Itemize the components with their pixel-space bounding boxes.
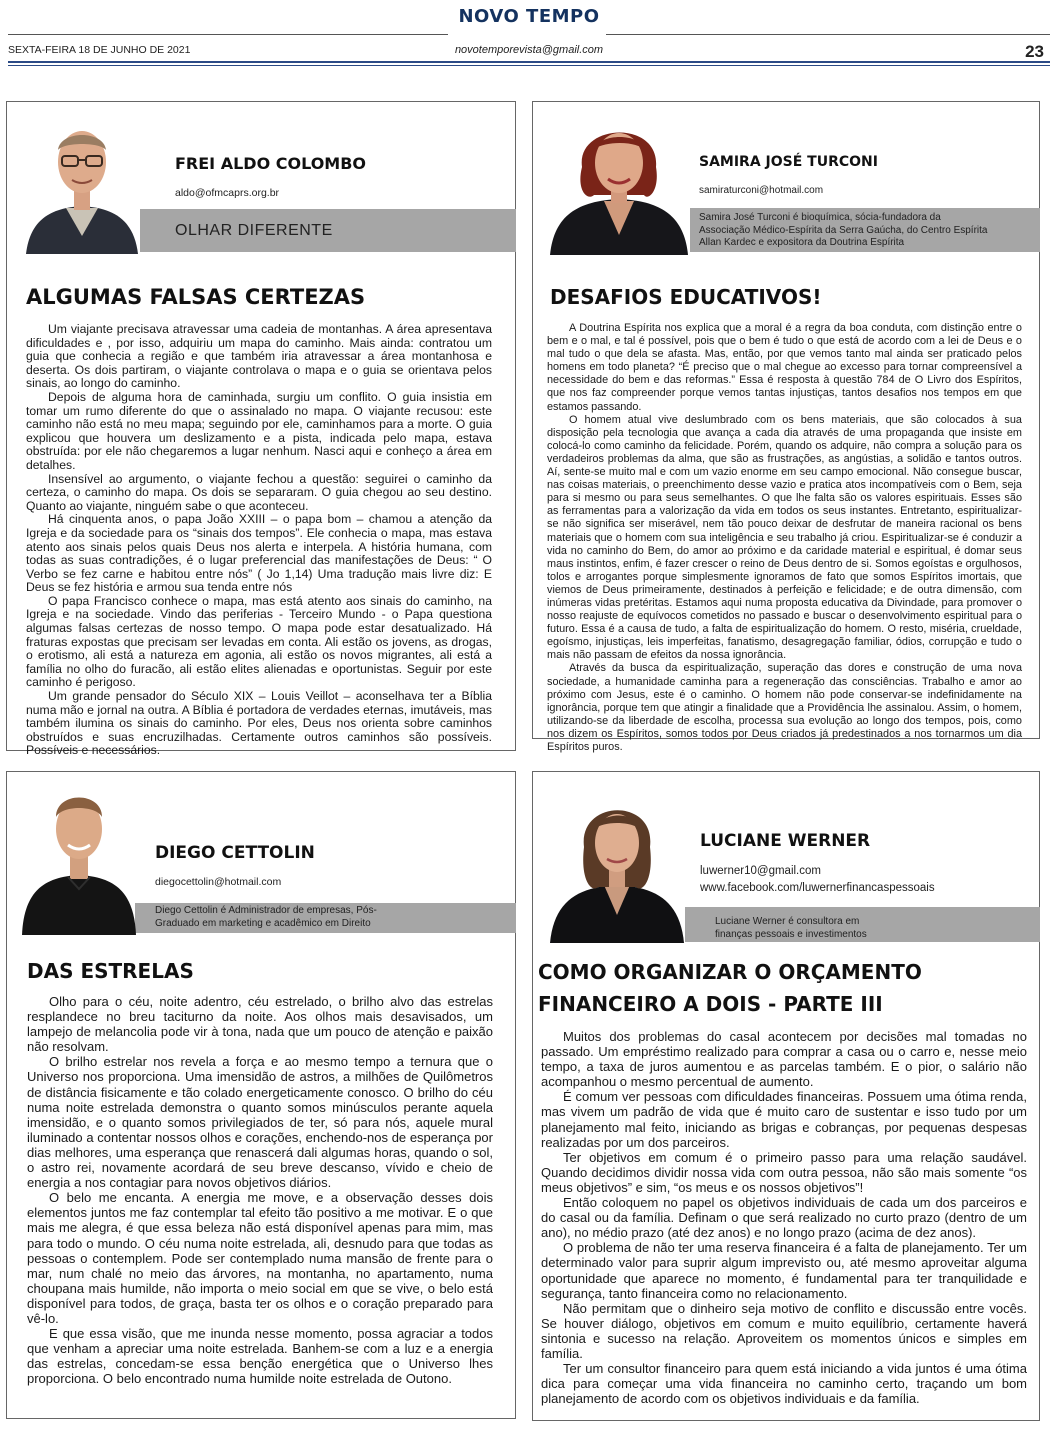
paragraph: O problema de não ter uma reserva financeira é a falta de planejamento. Ter um determinado valor para suprir algum imprevisto ou, até mesmo aproveitar alguma oportunidade que aparece no momento, é fundamental para ter tranquilidade e segurança, tanto financeira como no relacionamento. [541,1240,1027,1301]
paragraph: É comum ver pessoas com dificuldades financeiras. Possuem uma ótima renda, mas vivem um padrão de vida que é muito caro de sustentar e isso tudo por um planejamento mal feito, iniciando as brigas e cobranças, por pequenas despesas realizadas por um dos parceiros. [541,1089,1027,1150]
paragraph: O papa Francisco conhece o mapa, mas está atento aos sinais do caminho, na Igreja e na sociedade. Vindo das periferias - Terceiro Mundo - o Papa questiona algumas falsas certezas de nosso tempo. O mapa pode estar desatualizado. Há fraturas expostas que precisam ser levadas em conta. Ali estão os jovens, as drogas, o erotismo, ali está a natureza em agonia, ali estão os novos migrantes, ali está a família no olho do furacão, ali estão elites alienadas e oportunistas. Seguir por este caminho é perigoso. [26,593,492,690]
paragraph: Depois de alguma hora de caminhada, surgiu um conflito. O guia insistia em tomar um rumo diferente do que o assinalado no mapa. O viajante recusou: este caminho não está no meu mapa; seguindo por ele, caminhamos para a morte. O guia explicou que houvera um deslizamento e a pista, indicada pelo mapa, estava obstruída: por ele não chegaremos a lugar nenhum. Nasci aqui e conheço a área em detalhes. [26,389,492,472]
article-body [27,994,493,1386]
author-name: FREI ALDO COLOMBO [175,154,367,173]
paragraph: Não permitam que o dinheiro seja motivo de conflito e discussão entre vocês. Se houver diálogo, objetivos em comum e muito equilíbrio, certamente haverá sintonia e sucesso na relação. Aproveitem os momentos únicos e simples em família. [541,1300,1027,1361]
article-body [547,322,1022,754]
paragraph: Então coloquem no papel os objetivos individuais de cada um dos parceiros e do casal ou da família. Definam o que será realizado no curto prazo (dentro de um ano), no médio prazo (até dez anos) e no longo prazo (acima de dez anos). [541,1195,1027,1241]
masthead-divider-thin [8,65,1050,66]
article-body [26,323,492,758]
author-email[interactable]: diegocettolin@hotmail.com [155,876,282,888]
author-name: LUCIANE WERNER [700,831,871,851]
author-website[interactable]: www.facebook.com/luwernerfinancaspessoais [700,882,935,894]
paragraph: Ter objetivos em comum é o primeiro passo para uma relação saudável. Quando decidimos dividir nossa vida com outra pessoa, não são mais somente “os meus objetivos” e sim, “os meus e os nossos objetivos”! [541,1149,1027,1195]
author-bio: Diego Cettolin é Administrador de empresas, Pós-Graduado em marketing e acadêmico em Direito [155,905,377,929]
headline: DESAFIOS EDUCATIVOS! [550,285,822,309]
paragraph: O brilho estrelar nos revela a força e ao mesmo tempo a ternura que o Universo nos proporciona. Uma imensidão de astros, a milhões de Quilômetros de distância fisicamente e tão colado energeticamente conosco. O brilho do céu numa noite estrelada demonstra o quanto somos minúsculos perante aquela imensidão, e o quanto somos privilegiados de ter, só para nós, aquele mural iluminado a contentar nossos olhos e corações, enchendo-nos de esperança por dias melhores, uma esperança que renascerá dali algumas horas, quando o sol, o astro rei, novamente acordará de seu breve descanso, vívido e cheio de energia a nos contagiar para novos objetivos diários. [27,1054,493,1191]
masthead-rule-left [8,34,448,35]
paragraph: Um grande pensador do Século XIX – Louis Veillot – aconselhava ter a Bíblia numa mão e jornal na outra. A Bíblia é portadora de verdades eternas, imutáveis, mas também ilumina os sinais do caminho. Por eles, Deus nos orienta sobre caminhos obstruídos e suas encruzilhadas. Certamente outros caminhos são possíveis. Possíveis e necessários. [26,689,492,758]
author-name: SAMIRA JOSÉ TURCONI [699,154,878,170]
author-email[interactable]: aldo@ofmcaprs.org.br [175,187,280,199]
column-name: OLHAR DIFERENTE [175,222,333,239]
author-bio: Luciane Werner é consultora em finanças pessoais e investimentos [715,916,867,940]
paragraph: Ter um consultor financeiro para quem está iniciando a vida juntos é uma ótima dica para começar uma vida financeira no caminho certo, traçando um bom planejamento de acordo com os objetivos individuais e da família. [541,1361,1027,1407]
paragraph: A Doutrina Espírita nos explica que a moral é a regra da boa conduta, com distinção entre o bem e o mal, e tal é possível, pois que o bem é tudo o que está de acordo com a lei de Deus e o mal tudo o que dela se afasta. Mas, então, por que vemos tanto mal ainda ser praticado pelos homens em todo planeta? “É preciso que o mal chegue ao excesso para tornar compreensível a necessidade do bem e das reformas.” Essa é resposta à questão 784 de O Livro dos Espíritos, que nos faz compreender porque vemos tantas injustiças, tantos desafios nos tempos em que estamos passando. [547,322,1022,413]
paragraph: Olho para o céu, noite adentro, céu estrelado, o brilho alvo das estrelas resplandece no breu taciturno da noite. Aos olhos mais desavisados, um lampejo de melancolia pode vir à tona, nada que um pouco de atenção e paixão não resolvam. [27,994,493,1055]
author-email[interactable]: samiraturconi@hotmail.com [699,185,824,196]
masthead-divider [8,61,1050,63]
author-photo-luciane [546,783,688,943]
author-email[interactable]: luwerner10@gmail.com [700,865,821,877]
paragraph: O homem atual vive deslumbrado com os bens materiais, que são colocados à sua disposição pela tecnologia que avança a cada dia através de uma propaganda que insiste em colocá-lo como caminho da felicidade. Porém, quando os adquire, não compra a solução para os verdadeiros problemas da alma, que são as frustrações, as angústias, a solidão e tantos outros. Aí, sente-se muito mal e com um vazio enorme em seu campo emocional. Não consegue buscar, nas coisas materiais, o preenchimento desse vazio e pratica atos incompatíveis com o Bem, seja para si mesmo ou para seus semelhantes. O que lhe falta são os valores espirituais. Esses são as ferramentas para a valorização da vida em todos os seus instantes. Entretanto, espiritualizar-se não significa ser miserável, nem tão pouco deixar de desfrutar de maneira racional os bens materiais que o homem com sua inteligência e seu trabalho já criou. Espiritualizar-se é conduzir a vida no caminho do Bem, do amor ao próximo e da caridade material e espiritual, é domar seus maus instintos, enfim, é fazer crescer o reino de Deus dentro de si. Somos egoístas e orgulhosos, tolos e arrogantes porque simplesmente ignoramos de fato que somos Espíritos imortais, que viemos de Deus primeiramente, destinados à perfeição e felicidade; e de outra dimensão, com inúmeras vidas pretéritas. Estamos aqui numa proposta educativa da Divindade, para promover o nosso reajuste de equívocos cometidos no passado e buscar o desenvolvimento espiritual para o futuro. Essa é a causa de tudo, a falta de espiritualização do homem. O resto, miséria, crueldade, egoísmo, injustiças, leis imperfeitas, fanatismo, desagregação familiar, ódios, corrupção e tudo o mais não passam de efeitos da nossa ignorância. [547,413,1022,662]
article-body [541,1029,1027,1406]
newspaper-title: NOVO TEMPO [458,6,600,27]
paragraph: Um viajante precisava atravessar uma cadeia de montanhas. A área apresentava dificuldades e , por isso, adquiriu um mapa do caminho. Mais ainda: contratou um guia que conhecia a região e que também iria atravessar a área montanhosa e deserta. Os dois partiram, o viajante controlava o mapa e o guia se orientava pelos sinais, ao longo do caminho. [26,322,492,391]
author-photo-diego [20,777,138,935]
paragraph: Muitos dos problemas do casal acontecem por decisões mal tomadas no passado. Um empréstimo realizado para comprar a casa ou o carro e, nesse meio tempo, a taxa de juros aumentou e as parcelas também. E o pior, o salário não acompanhou o mesmo percentual de aumento. [541,1029,1027,1090]
headline: COMO ORGANIZAR O ORÇAMENTO FINANCEIRO A DOIS - PARTE III [538,960,922,1016]
headline: DAS ESTRELAS [27,959,194,983]
issue-date: SEXTA-FEIRA 18 DE JUNHO DE 2021 [8,44,191,56]
paragraph: O belo me encanta. A energia me move, e a observação desses dois elementos juntos me faz contemplar tal efeito tão positivo a me motivar. E o que mais me alegra, é que essa beleza não está disponível apenas para mim, mas para todo o mundo. O céu numa noite estrelada, ali, desnudo para que todas as pessoas o contemplem. Pode ser contemplado numa mansão de frente para o mar, num chalé no meio das árvores, na montanha, no apartamento, numa choupana mais humilde, não importa o meio social em que se vive, o belo está disponível para todos, de graça, basta ter os olhos e o coração preparado para vê-lo. [27,1190,493,1326]
author-photo-samira [548,105,690,255]
paragraph: Há cinquenta anos, o papa João XXIII – o papa bom – chamou a atenção da Igreja e da sociedade para os “sinais dos tempos”. Ele conhecia o mapa, mas estava atento aos sinais pelos quais Deus nos alerta e interpela. A história humana, com todas as suas contradições, é o lugar preferencial das manifestações de Deus: “ O Verbo se fez carne e habitou entre nós” ( Jo 1,14) Uma tradução mais livre diz: E Deus se fez história e armou sua tenda entre nós [26,512,492,595]
paragraph: Insensível ao argumento, o viajante fechou a questão: seguirei o caminho da certeza, o caminho do mapa. Os dois se separaram. O guia chegou ao seu destino. Quanto ao viajante, ninguém sabe o que aconteceu. [26,471,492,513]
author-photo-aldo [22,108,142,254]
author-name: DIEGO CETTOLIN [155,843,315,863]
page-number: 23 [1025,42,1044,61]
author-bio: Samira José Turconi é bioquímica, sócia-fundadora da Associação Médico-Espírita da Serra Gaúcha, do Centro Espírita Allan Kardec e expositora da Doutrina Espírita [699,212,988,248]
paragraph: E que essa visão, que me inunda nesse momento, possa agraciar a todos que venham a apreciar uma noite estrelada. Banhem-se com a luz e a energia das estrelas, concedam-se essa benção energética que o Universo lhes proporciona. O belo encontrado numa humilde noite estrelada de Outono. [27,1326,493,1387]
paragraph: Através da busca da espiritualização, superação das dores e construção de uma nova sociedade, a humanidade caminha para a regeneração das consciências. Trabalho e amor ao próximo com Jesus, este é o caminho. O homem não pode conservar-se indefinidamente na ignorância, porque tem que atingir a finalidade que a Providência lhe assinalou. Assim, o homem, utilizando-se da liberdade de escolha, processa sua evolução ao longo dos tempos, pois, como nos dizem os Espíritos, somos todos por Deus criados já predestinados a nos tornarmos um dia Espíritos puros. [547,662,1022,753]
headline: ALGUMAS FALSAS CERTEZAS [26,285,366,309]
masthead-rule-right [606,34,1050,35]
masthead-email[interactable]: novotemporevista@gmail.com [454,44,604,56]
